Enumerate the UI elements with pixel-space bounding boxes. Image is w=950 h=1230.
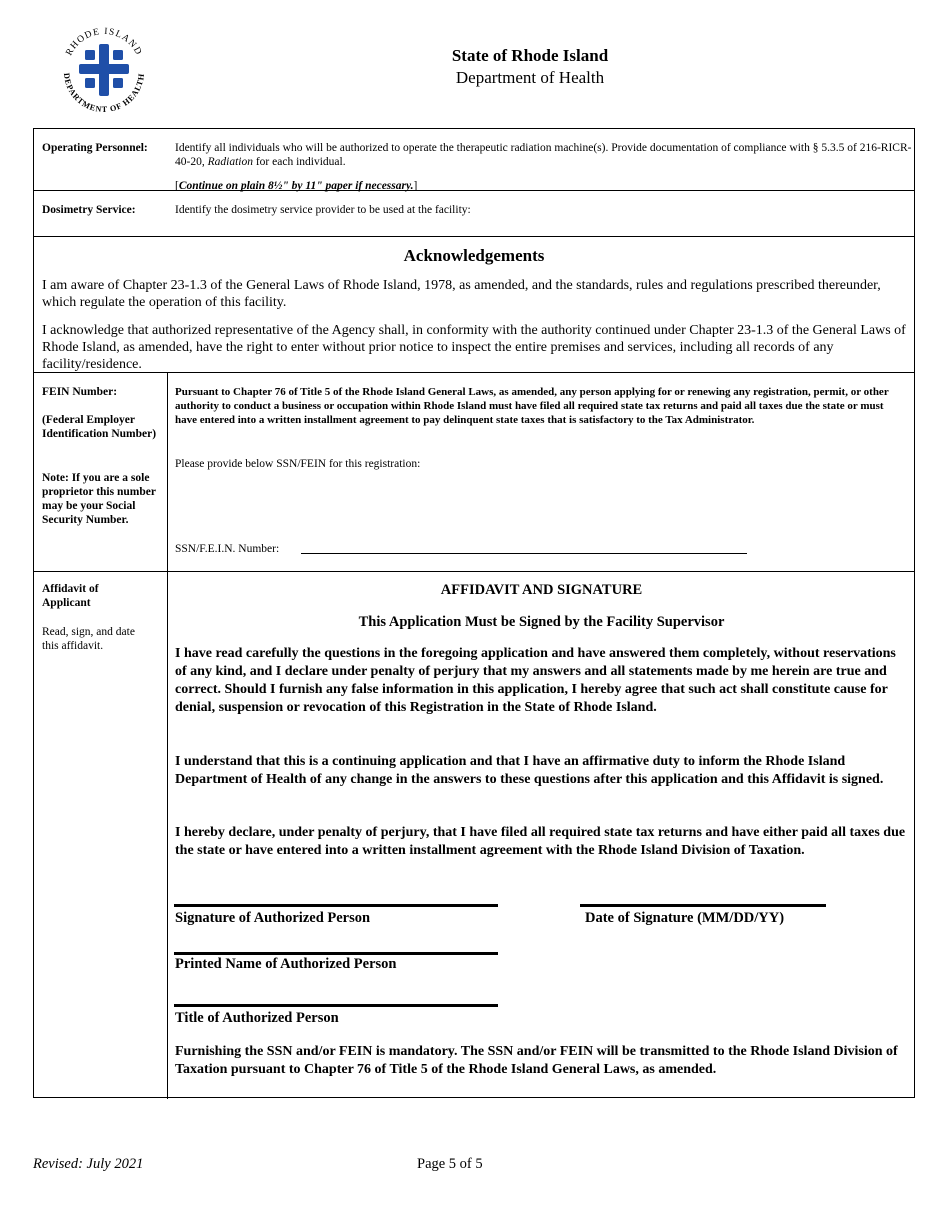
fein-label: FEIN Number: <box>42 386 118 398</box>
acknowledgement-paragraph-2: I acknowledge that authorized representative of the Agency shall, in conformity with the authority continued under Chapter 23-1.3 of the General Laws of Rhode Island, as amended, have the right to enter without prior notice to inspect the entire premises and services, including all records of any facility/residence. <box>42 323 906 372</box>
date-label: Date of Signature (MM/DD/YY) <box>585 910 785 926</box>
printed-name-label: Printed Name of Authorized Person <box>175 956 397 972</box>
department-title: Department of Health <box>455 68 605 87</box>
row-divider <box>34 190 914 191</box>
operating-personnel-text: Identify all individuals who will be authorized to operate the therapeutic radiation machine(s). Provide documentation of compliance with § 5.3.5 of 216-RICR-40-20, Radiation for each individual. <box>175 142 912 168</box>
title-line[interactable] <box>174 1004 498 1007</box>
state-title: State of Rhode Island <box>451 46 609 65</box>
affidavit-subtitle: This Application Must be Signed by the Facility Supervisor <box>358 614 725 630</box>
dosimetry-label: Dosimetry Service: <box>42 204 136 216</box>
title-label: Title of Authorized Person <box>175 1010 339 1026</box>
revised-date: Revised: July 2021 <box>33 1156 144 1172</box>
page-number: Page 5 of 5 <box>417 1156 483 1172</box>
printed-name-line[interactable] <box>174 952 498 955</box>
fein-note: Note: If you are a sole proprietor this number may be your Social Security Number. <box>42 472 156 526</box>
row-divider <box>34 236 914 237</box>
acknowledgements-title: Acknowledgements <box>403 246 545 265</box>
date-line[interactable] <box>580 904 826 907</box>
signature-line[interactable] <box>174 904 498 907</box>
affidavit-paragraph-3: I hereby declare, under penalty of perjury, that I have filed all required state tax returns and have either paid all taxes due the state or have entered into a written installment agreement with the Rhode Island Division of Taxation. <box>175 825 906 858</box>
affidavit-instruction: Read, sign, and date this affidavit. <box>42 626 135 652</box>
column-divider <box>167 372 168 1099</box>
logo-text-top: RHODE ISLAND <box>64 26 144 58</box>
ssn-input-line[interactable] <box>301 553 747 554</box>
acknowledgement-paragraph-1: I am aware of Chapter 23-1.3 of the General Laws of Rhode Island, 1978, as amended, and the standards, rules and regulations prescribed thereunder, which regulate the operation of this facility. <box>42 278 881 310</box>
affidavit-paragraph-1: I have read carefully the questions in the foregoing application and have answered them completely, without reservations of any kind, and I declare under penalty of perjury that my answers and all statements made by me herein are true and correct. Should I furnish any false information in this application, I hereby agree that such act shall constitute cause for denial, suspension or revocation of this Registration in the State of Rhode Island. <box>175 646 896 715</box>
operating-personnel-label: Operating Personnel: <box>42 142 148 154</box>
fein-prompt: Please provide below SSN/FEIN for this registration: <box>175 458 421 470</box>
fein-statement: Pursuant to Chapter 76 of Title 5 of the Rhode Island General Laws, as amended, any person applying for or renewing any registration, permit, or other authority to conduct a business or occupation within Rhode Island must have filed all required state tax returns and paid all taxes due the state or must have entered into a written installment agreement to pay delinquent state taxes that is satisfactory to the Tax Administrator. <box>175 386 889 426</box>
row-divider <box>34 571 914 572</box>
dosimetry-text: Identify the dosimetry service provider to be used at the facility: <box>175 204 471 216</box>
form-frame <box>33 128 915 1098</box>
logo-text-bottom: DEPARTMENT OF HEALTH <box>61 72 147 115</box>
continue-note: [Continue on plain 8½" by 11" paper if necessary.] <box>175 180 418 192</box>
affidavit-label: Affidavit of Applicant <box>42 583 99 609</box>
ssn-disclosure: Furnishing the SSN and/or FEIN is mandatory. The SSN and/or FEIN will be transmitted to the Rhode Island Division of Taxation pursuant to Chapter 76 of Title 5 of the Rhode Island General Laws, as amended. <box>175 1044 898 1077</box>
affidavit-title: AFFIDAVIT AND SIGNATURE <box>440 582 643 598</box>
cross-emblem-icon <box>79 44 129 96</box>
row-divider <box>34 372 914 373</box>
signature-label: Signature of Authorized Person <box>175 910 371 926</box>
affidavit-paragraph-2: I understand that this is a continuing application and that I have an affirmative duty to inform the Rhode Island Department of Health of any change in the answers to these questions after this application and this Affidavit is signed. <box>175 754 884 787</box>
rhode-island-health-logo <box>55 20 153 116</box>
ssn-label: SSN/F.E.I.N. Number: <box>175 543 280 555</box>
fein-label-sub: (Federal Employer Identification Number) <box>42 414 157 440</box>
